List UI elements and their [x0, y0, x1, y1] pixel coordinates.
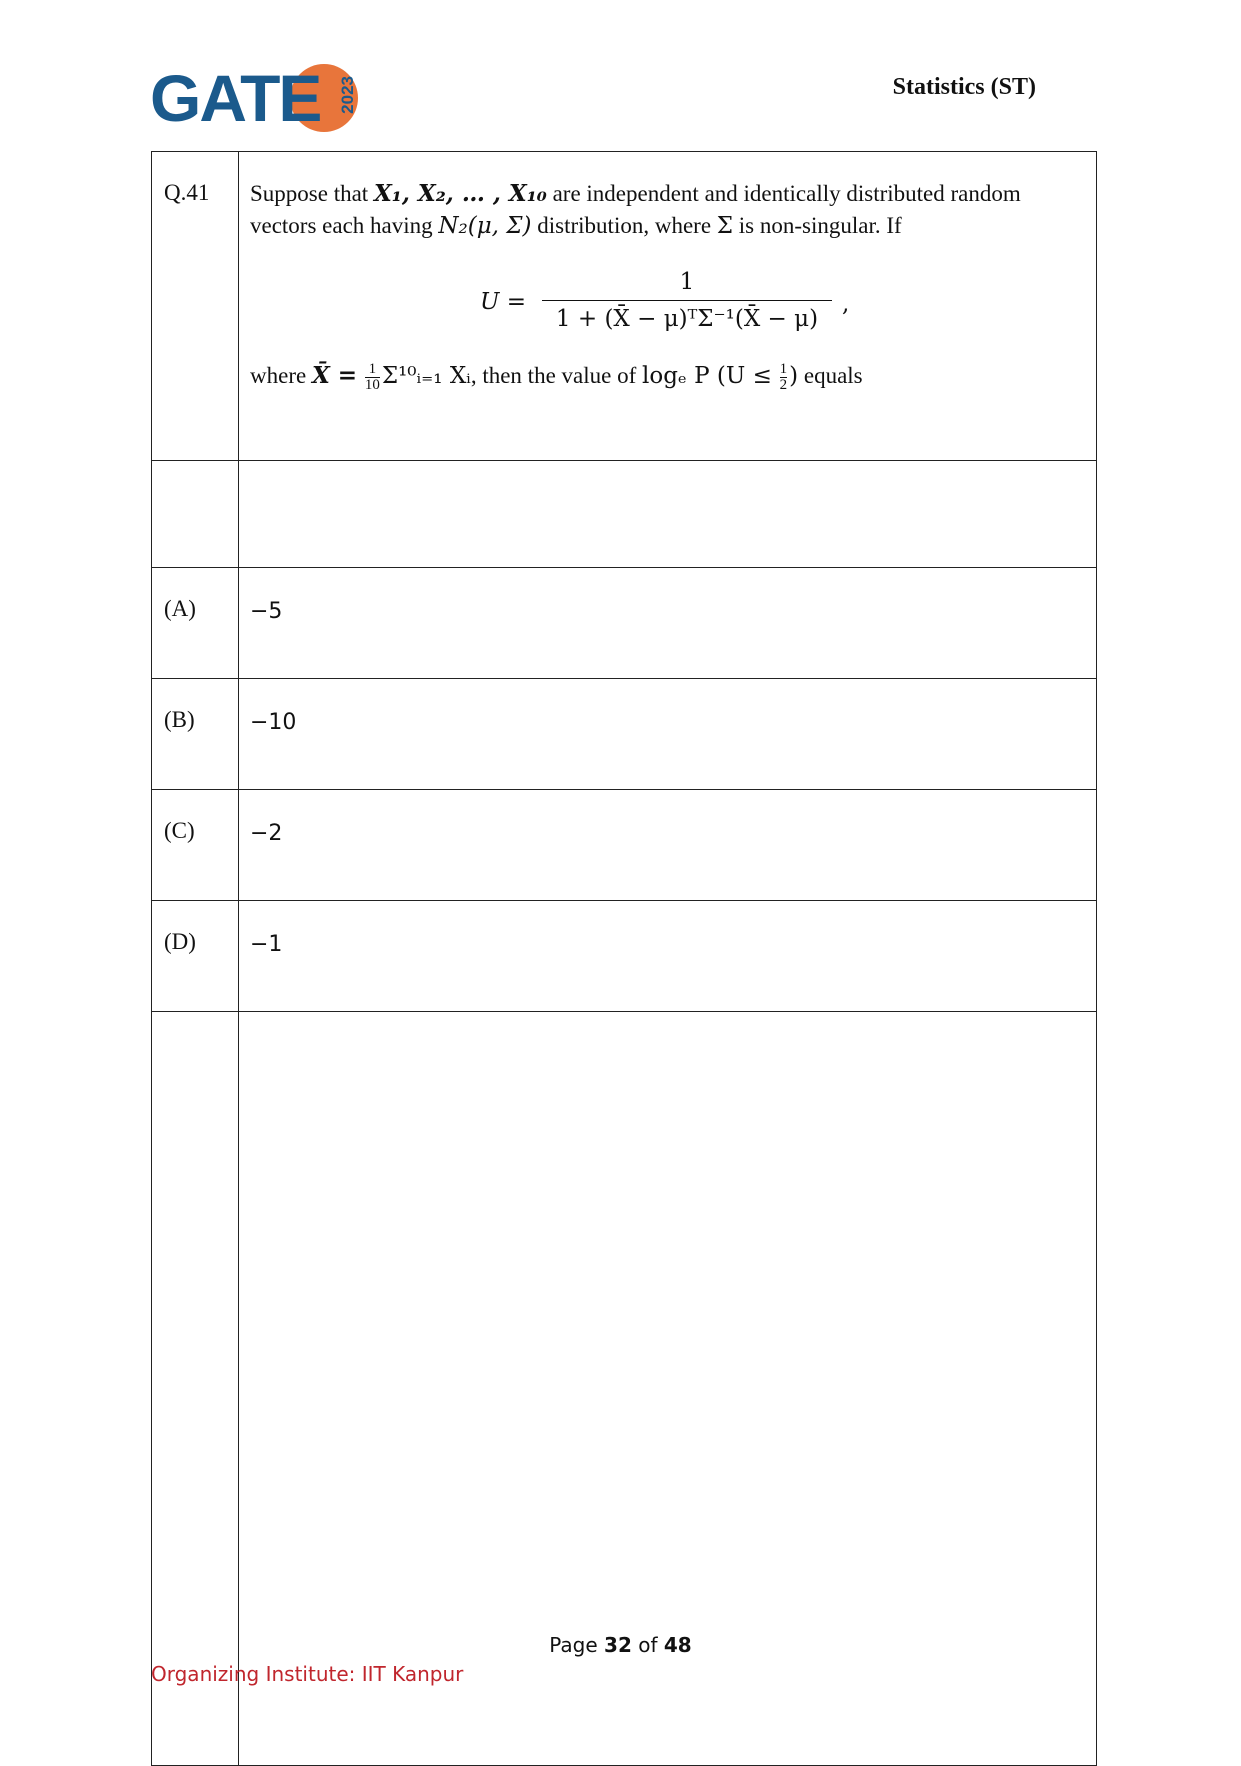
option-label: (B) — [152, 679, 239, 790]
page-number: Page 32 of 48 — [549, 1633, 692, 1657]
question-row — [152, 152, 1097, 461]
option-a-row — [152, 568, 1097, 679]
question-table — [151, 151, 1097, 1766]
logo-text: GATE — [150, 61, 321, 135]
option-label: (C) — [152, 790, 239, 901]
question-line-1: Suppose that X₁, X₂, … , X₁₀ are independent and identically distributed random — [250, 180, 1021, 207]
option-value: −1 — [239, 901, 1097, 1012]
logo-year: 2023 — [338, 76, 357, 114]
subject-title: Statistics (ST) — [892, 74, 1036, 100]
question-line-3: where X̄ = $\frac{1}{10}$ Σ¹⁰ᵢ₌₁ Xᵢ, then the value of logₑ P (U ≤ $\frac{1}{2}$ ) equals — [250, 361, 863, 394]
option-value: −10 — [239, 679, 1097, 790]
option-b-row — [152, 679, 1097, 790]
question-text — [239, 152, 1097, 461]
option-c-row — [152, 790, 1097, 901]
option-d-row — [152, 901, 1097, 1012]
u-formula: U = 1 1 + (X̄ − μ)ᵀΣ⁻¹(X̄ − μ) , — [250, 266, 1080, 336]
question-line-2: vectors each having N₂(μ, Σ) distribution, where Σ is non-singular. If — [250, 213, 902, 239]
option-value: −2 — [239, 790, 1097, 901]
half-fraction: $\frac{1}{2}$ — [779, 361, 788, 394]
organizing-institute: Organizing Institute: IIT Kanpur — [151, 1662, 464, 1686]
gate-logo — [150, 58, 360, 138]
u-fraction: 1 1 + (X̄ − μ)ᵀΣ⁻¹(X̄ − μ) — [542, 266, 832, 335]
fraction-bar — [542, 300, 832, 301]
option-label: (A) — [152, 568, 239, 679]
blank-row — [152, 461, 1097, 568]
option-label: (D) — [152, 901, 239, 1012]
tenth-fraction: $\frac{1}{10}$ — [364, 361, 380, 394]
question-number: Q.41 — [152, 152, 239, 461]
option-value: −5 — [239, 568, 1097, 679]
